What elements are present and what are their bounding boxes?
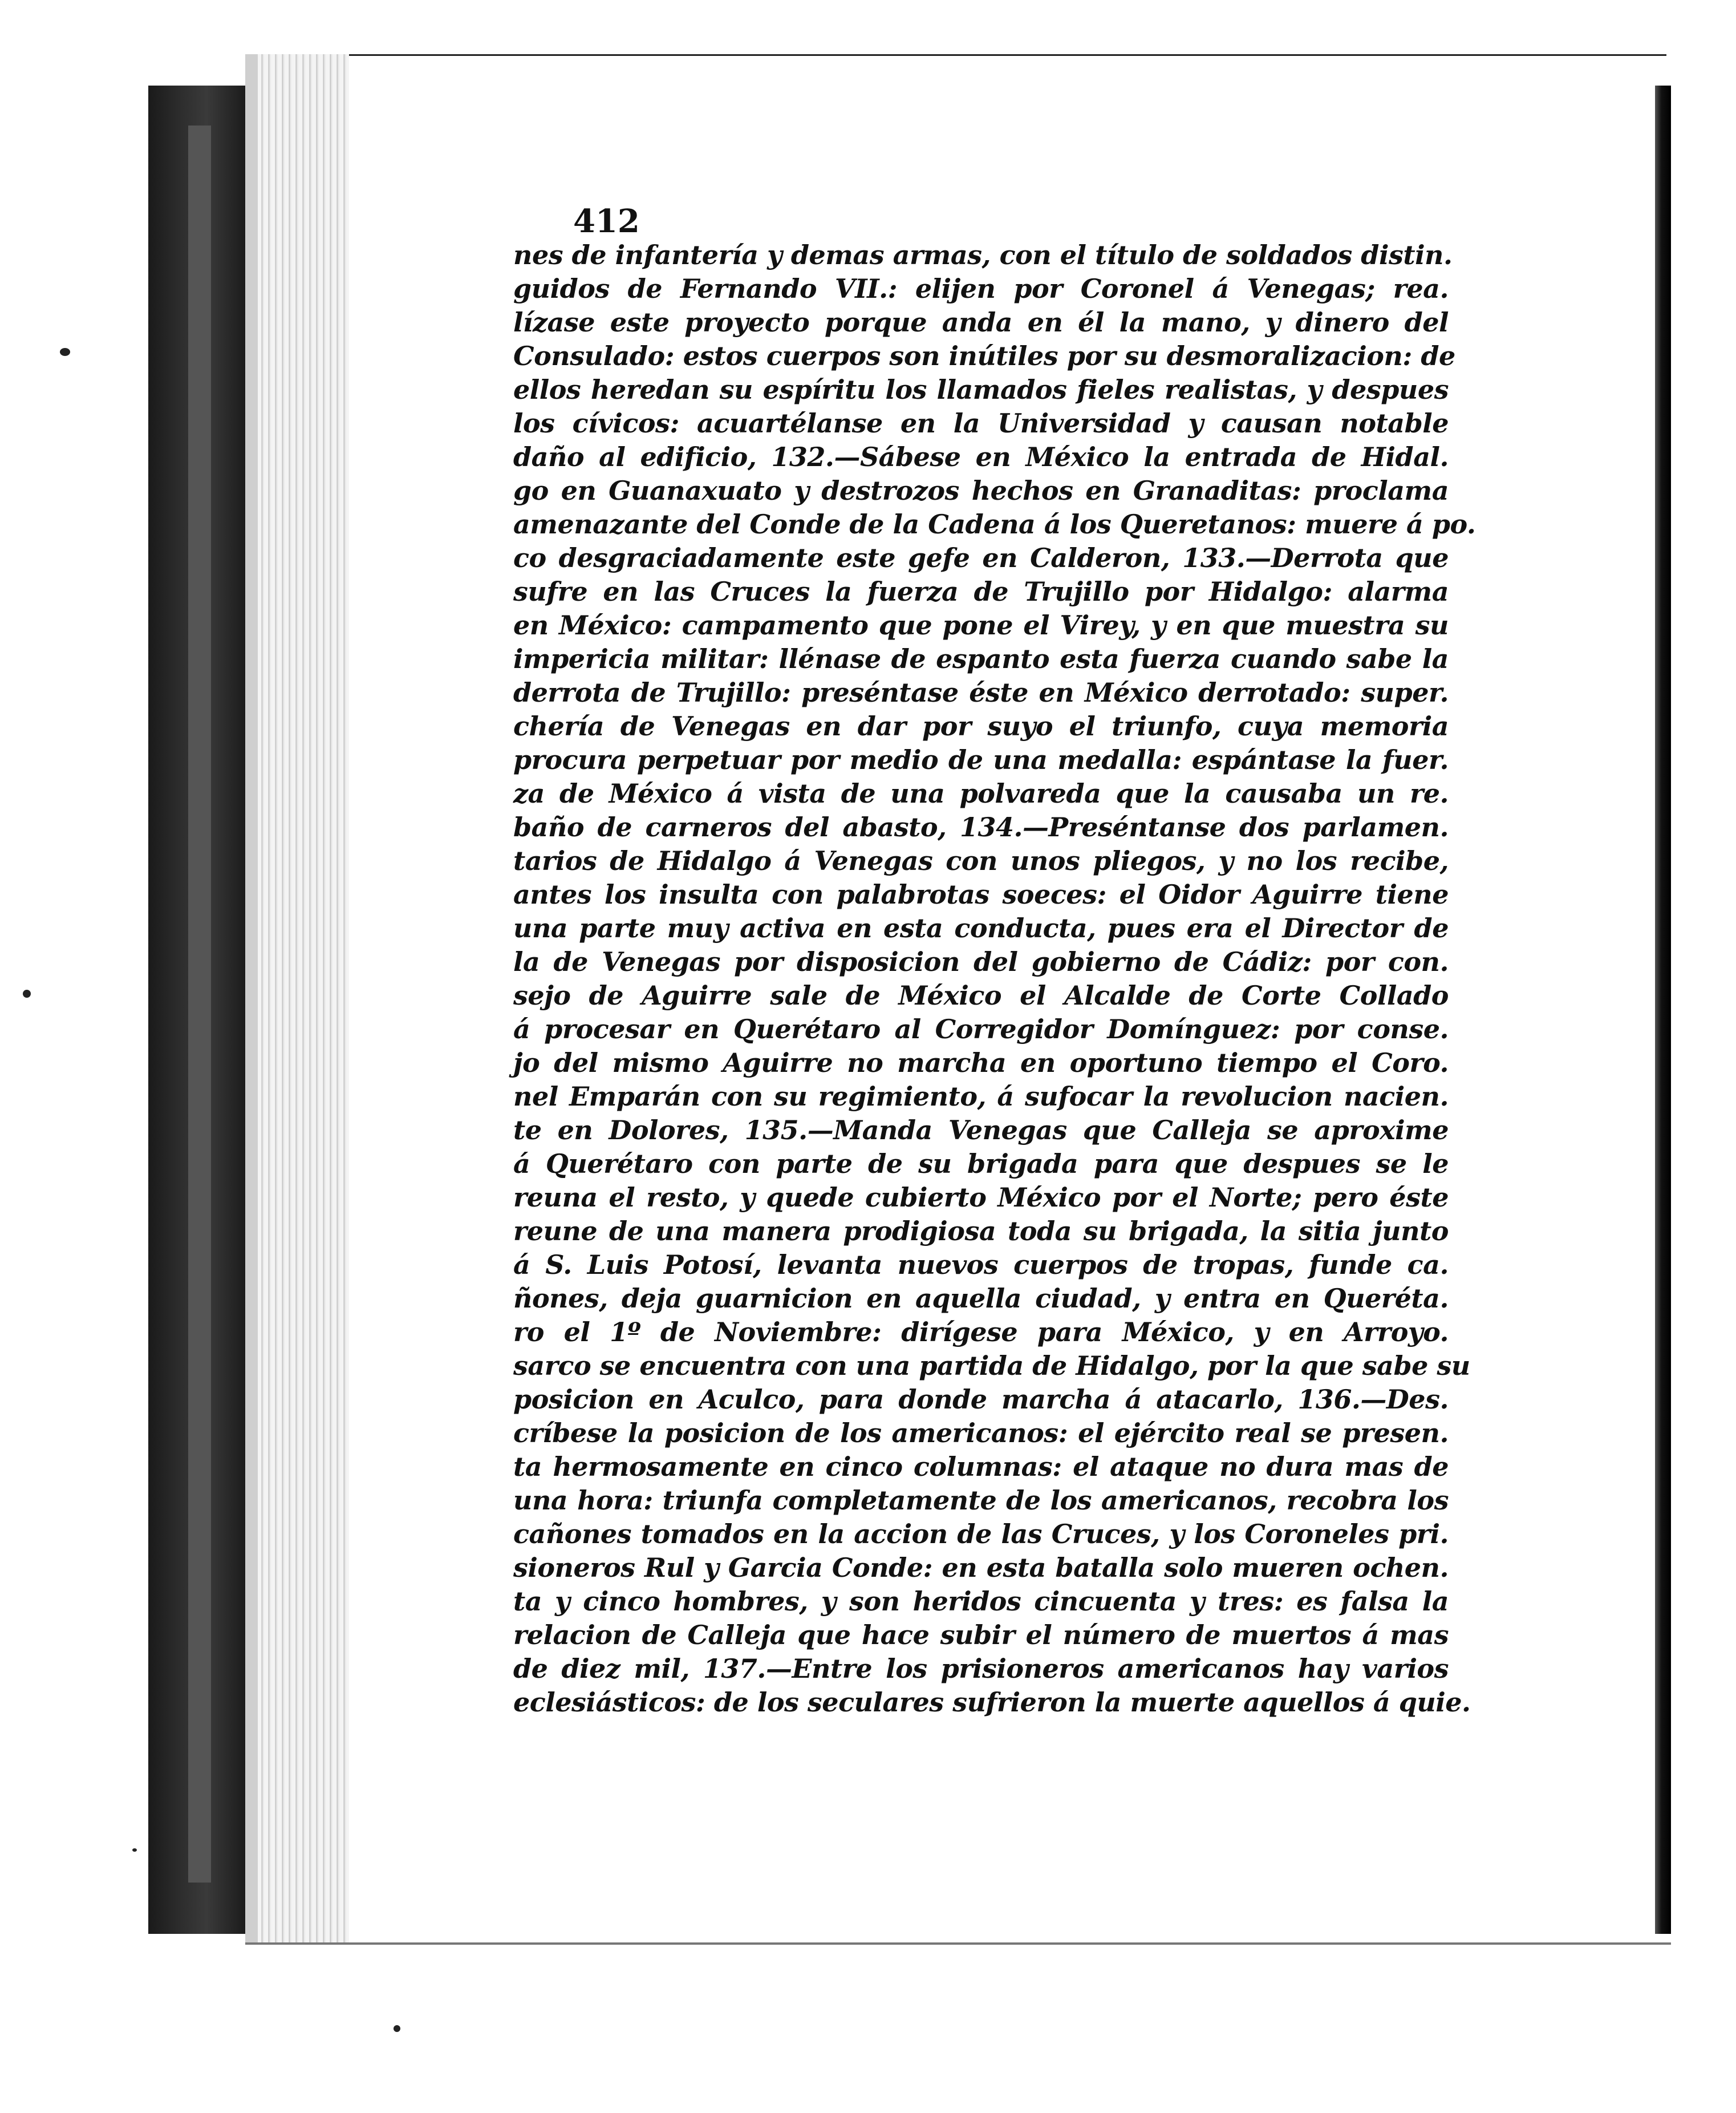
page-gutter-shadow [1655,86,1671,1934]
text-line: baño de carneros del abasto, 134.—Preséntanse dos parlamen. [513,812,1449,843]
text-line: nes de infantería y demas armas, con el título de soldados distin. [513,240,1453,270]
facing-page-edge [1671,86,1736,1934]
text-line: Consulado: estos cuerpos son inútiles por su desmoralizacion: de [513,341,1455,371]
text-line: daño al edificio, 132.—Sábese en México la entrada de Hidal. [513,442,1449,472]
text-line: tarios de Hidalgo á Venegas con unos pliegos, y no los recibe, [513,845,1449,876]
text-line: en México: campamento que pone el Virey, y en que muestra su [513,610,1449,641]
text-line: za de México á vista de una polvareda que la causaba un re. [513,778,1449,809]
text-line: sarco se encuentra con una partida de Hidalgo, por la que sabe su [513,1350,1470,1381]
scan-speck [23,990,31,998]
text-line: ta y cinco hombres, y son heridos cincuenta y tres: es falsa la [513,1586,1449,1617]
text-line: de diez mil, 137.—Entre los prisioneros americanos hay varios [513,1653,1449,1684]
text-line: sufre en las Cruces la fuerza de Trujillo por Hidalgo: alarma [513,576,1449,607]
text-line: ro el 1º de Noviembre: dirígese para México, y en Arroyo. [513,1317,1449,1347]
text-line: reune de una manera prodigiosa toda su brigada, la sitia junto [513,1216,1449,1246]
text-line: una hora: triunfa completamente de los americanos, recobra los [513,1485,1449,1516]
text-line: impericia militar: llénase de espanto esta fuerza cuando sabe la [513,643,1449,674]
page-number: 412 [573,203,640,240]
text-line: la de Venegas por disposicion del gobierno de Cádiz: por con. [513,946,1449,977]
scan-speck [132,1848,137,1852]
text-line: co desgraciadamente este gefe en Calderon, 133.—Derrota que [513,543,1449,573]
text-line: eclesiásticos: de los seculares sufrieron la muerte aquellos á quie. [513,1687,1471,1718]
text-line: reuna el resto, y quede cubierto México por el Norte; pero éste [513,1182,1449,1213]
text-line: los cívicos: acuartélanse en la Universidad y causan notable [513,408,1449,439]
text-line: go en Guanaxuato y destrozos hechos en Granaditas: proclama [513,475,1449,506]
book-edge [245,54,258,1942]
text-line: cañones tomados en la accion de las Cruces, y los Coroneles pri. [513,1519,1449,1549]
text-line: nel Emparán con su regimiento, á sufocar la revolucion nacien. [513,1081,1449,1112]
page-stack-edges [258,54,349,1942]
page-bottom-edge [245,1942,1671,1945]
scan-speck [60,348,70,356]
text-line: derrota de Trujillo: preséntase éste en México derrotado: super. [513,677,1449,708]
text-line: posicion en Aculco, para donde marcha á atacarlo, 136.—Des. [513,1384,1449,1415]
page-text-block [513,238,1476,1719]
text-line: una parte muy activa en esta conducta, pues era el Director de [513,913,1449,944]
text-line: sejo de Aguirre sale de México el Alcalde de Corte Collado [513,980,1449,1011]
text-line: ellos heredan su espíritu los llamados fieles realistas, y despues [513,374,1449,405]
text-line: lízase este proyecto porque anda en él la mano, y dinero del [513,307,1449,338]
text-line: críbese la posicion de los americanos: el ejército real se presen. [513,1418,1449,1448]
text-line: procura perpetuar por medio de una medalla: espántase la fuer. [513,744,1449,775]
text-line: á procesar en Querétaro al Corregidor Domínguez: por conse. [513,1014,1449,1045]
text-line: jo del mismo Aguirre no marcha en oportuno tiempo el Coro. [513,1047,1449,1078]
text-line: chería de Venegas en dar por suyo el triunfo, cuya memoria [513,711,1449,742]
text-line: te en Dolores, 135.—Manda Venegas que Calleja se aproxime [513,1115,1449,1145]
text-line: relacion de Calleja que hace subir el número de muertos á mas [513,1620,1449,1650]
text-line: ñones, deja guarnicion en aquella ciudad, y entra en Queréta. [513,1283,1449,1314]
scan-speck [394,2025,400,2032]
text-line: amenazante del Conde de la Cadena á los Queretanos: muere á po. [513,509,1476,540]
scanner-shadow-inner [188,126,211,1883]
text-line: guidos de Fernando VII.: elijen por Coronel á Venegas; rea. [513,273,1449,304]
text-line: antes los insulta con palabrotas soeces: el Oidor Aguirre tiene [513,879,1449,910]
text-line: á Querétaro con parte de su brigada para que despues se le [513,1148,1449,1179]
text-line: á S. Luis Potosí, levanta nuevos cuerpos de tropas, funde ca. [513,1249,1449,1280]
text-line: sioneros Rul y Garcia Conde: en esta batalla solo mueren ochen. [513,1552,1449,1583]
text-line: ta hermosamente en cinco columnas: el ataque no dura mas de [513,1451,1449,1482]
